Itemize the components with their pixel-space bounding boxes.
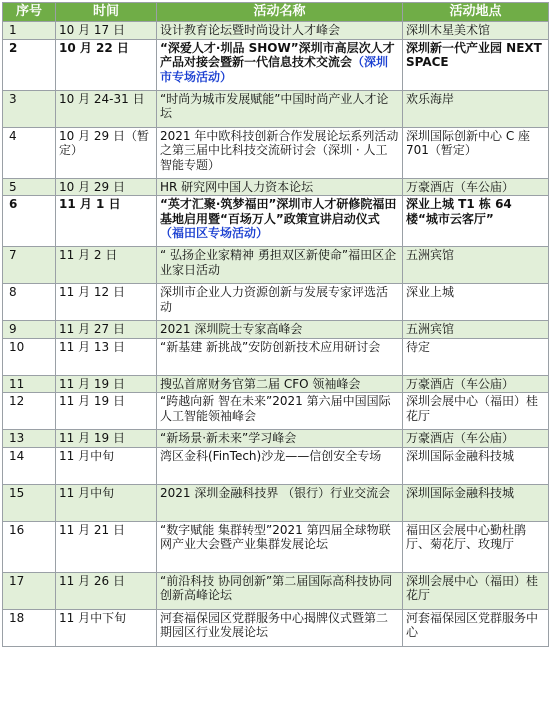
cell-venue: 深圳新一代产业园 NEXT SPACE [403,39,549,90]
cell-venue: 深圳国际金融科技城 [403,447,549,484]
cell-name: “深爱人才·圳品 SHOW”深圳市高层次人才产品对接会暨新一代信息技术交流会（深圳市专场活动） [157,39,403,90]
cell-time: 10 月 24-31 日 [56,90,157,127]
cell-venue: 深圳会展中心（福田）桂花厅 [403,393,549,430]
cell-name: 设计教育论坛暨时尚设计人才峰会 [157,22,403,40]
cell-no: 9 [3,321,56,339]
cell-name: “ 弘扬企业家精神 勇担双区新使命”福田区企业家日活动 [157,247,403,284]
cell-venue: 福田区会展中心勤杜鹃厅、菊花厅、玫瑰厅 [403,521,549,572]
cell-no: 2 [3,39,56,90]
cell-no: 7 [3,247,56,284]
table-row [3,321,549,339]
cell-time: 11 月中旬 [56,447,157,484]
cell-name: 深圳市企业人力资源创新与发展专家评选活动 [157,284,403,321]
cell-name: “跨越向新 智在未来”2021 第六届中国国际人工智能领袖峰会 [157,393,403,430]
table-row [3,127,549,178]
cell-venue: 深业上城 [403,284,549,321]
cell-venue: 万豪酒店（车公庙） [403,375,549,393]
cell-name: 2021 年中欧科技创新合作发展论坛系列活动之第三届中比科技交流研讨会（深圳 · 人工智能专题） [157,127,403,178]
table-row [3,178,549,196]
cell-time: 10 月 22 日 [56,39,157,90]
cell-time: 11 月 2 日 [56,247,157,284]
cell-time: 10 月 29 日（暂定） [56,127,157,178]
cell-name: 湾区金科(FinTech)沙龙——信创安全专场 [157,447,403,484]
table-row [3,430,549,448]
table-row [3,572,549,609]
cell-venue: 深圳国际金融科技城 [403,484,549,521]
cell-venue: 深圳国际创新中心 C 座 701（暂定） [403,127,549,178]
cell-time: 11 月 12 日 [56,284,157,321]
cell-no: 15 [3,484,56,521]
table-row [3,609,549,646]
cell-name: “新场景·新未来”学习峰会 [157,430,403,448]
cell-venue: 五洲宾馆 [403,247,549,284]
cell-no: 6 [3,196,56,247]
header-name: 活动名称 [157,3,403,22]
cell-no: 5 [3,178,56,196]
special-session-note: （福田区专场活动） [160,226,269,240]
cell-no: 1 [3,22,56,40]
cell-venue: 欢乐海岸 [403,90,549,127]
cell-time: 11 月中下旬 [56,609,157,646]
cell-venue: 深圳木星美术馆 [403,22,549,40]
cell-no: 3 [3,90,56,127]
cell-time: 11 月 19 日 [56,430,157,448]
table-row [3,375,549,393]
cell-no: 14 [3,447,56,484]
table-row [3,90,549,127]
activity-table [2,2,549,647]
cell-no: 17 [3,572,56,609]
cell-venue: 万豪酒店（车公庙） [403,178,549,196]
special-session-note: （深圳市专场活动） [160,55,389,84]
header-no: 序号 [3,3,56,22]
cell-time: 10 月 17 日 [56,22,157,40]
table-row [3,484,549,521]
cell-time: 11 月 19 日 [56,375,157,393]
cell-no: 12 [3,393,56,430]
table-row [3,284,549,321]
cell-venue: 河套福保园区党群服务中心 [403,609,549,646]
cell-name: 河套福保园区党群服务中心揭牌仪式暨第二期园区行业发展论坛 [157,609,403,646]
cell-name: “数字赋能 集群转型”2021 第四届全球物联网产业大会暨产业集群发展论坛 [157,521,403,572]
cell-time: 11 月 13 日 [56,338,157,375]
cell-no: 11 [3,375,56,393]
cell-time: 11 月 1 日 [56,196,157,247]
cell-venue: 深业上城 T1 栋 64 楼“城市云客厅” [403,196,549,247]
cell-venue: 万豪酒店（车公庙） [403,430,549,448]
cell-time: 11 月 21 日 [56,521,157,572]
cell-time: 11 月 26 日 [56,572,157,609]
cell-no: 18 [3,609,56,646]
cell-no: 13 [3,430,56,448]
cell-venue: 五洲宾馆 [403,321,549,339]
cell-no: 10 [3,338,56,375]
cell-no: 8 [3,284,56,321]
header-time: 时间 [56,3,157,22]
cell-name: HR 研究网中国人力资本论坛 [157,178,403,196]
cell-name: 搜弘首席财务官第二届 CFO 领袖峰会 [157,375,403,393]
cell-time: 10 月 29 日 [56,178,157,196]
table-row [3,521,549,572]
table-row [3,39,549,90]
table-row [3,338,549,375]
header-row [3,3,549,22]
cell-time: 11 月中旬 [56,484,157,521]
cell-name: “时尚为城市发展赋能”中国时尚产业人才论坛 [157,90,403,127]
cell-no: 16 [3,521,56,572]
table-row [3,247,549,284]
table-row [3,22,549,40]
table-row [3,447,549,484]
table-row [3,196,549,247]
cell-name: “前沿科技 协同创新”第二届国际高科技协同创新高峰论坛 [157,572,403,609]
table-row [3,393,549,430]
cell-venue: 待定 [403,338,549,375]
cell-name: 2021 深圳金融科技界 （银行）行业交流会 [157,484,403,521]
cell-time: 11 月 27 日 [56,321,157,339]
cell-venue: 深圳会展中心（福田）桂花厅 [403,572,549,609]
cell-name: “新基建 新挑战”安防创新技术应用研讨会 [157,338,403,375]
cell-name: 2021 深圳院士专家高峰会 [157,321,403,339]
cell-time: 11 月 19 日 [56,393,157,430]
cell-no: 4 [3,127,56,178]
header-venue: 活动地点 [403,3,549,22]
cell-name: “英才汇聚·筑梦福田”深圳市人才研修院福田基地启用暨“百场万人”政策宣讲启动仪式（福田区专场活动） [157,196,403,247]
table-body [3,22,549,647]
